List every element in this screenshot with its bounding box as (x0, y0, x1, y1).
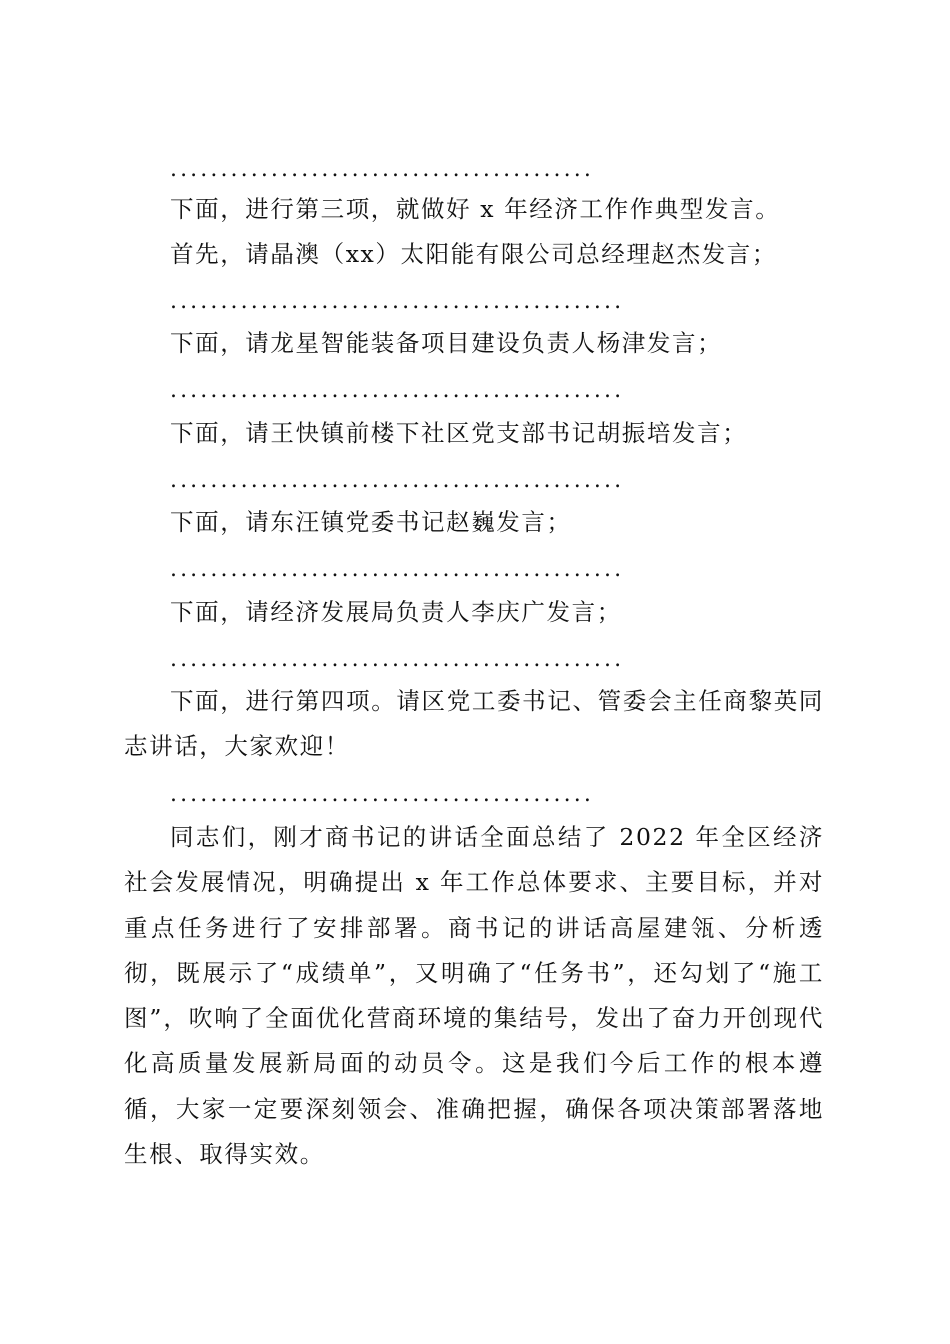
ellipsis-separator: .......................................... (170, 782, 594, 807)
speaker-4: 下面，请东汪镇党委书记赵巍发言； (170, 508, 572, 536)
item4-intro: 下面，进行第四项。请区党工委书记、管委会主任商黎英同志讲话，大家欢迎！ (124, 687, 824, 761)
ellipsis-separator: ............................................. (170, 557, 625, 582)
ellipsis-separator: .......................................... (170, 157, 594, 182)
ellipsis-separator: ............................................. (170, 468, 625, 493)
speaker-5: 下面，请经济发展局负责人李庆广发言； (170, 598, 622, 626)
item3-intro: 下面，进行第三项，就做好 x 年经济工作作典型发言。 (170, 195, 781, 223)
ellipsis-separator: ............................................. (170, 647, 625, 672)
ellipsis-separator: ............................................. (170, 289, 625, 314)
closing-paragraph: 同志们，刚才商书记的讲话全面总结了 2022 年全区经济社会发展情况，明确提出 x 年工作总体要求、主要目标，并对重点任务进行了安排部署。商书记的讲话高屋建瓴、分析透彻，既展示了“成绩单”，又明确了“任务书”，还勾划了“施工图”，吹响了全面优化营商环境的集结号，发出了奋力开创现代化高质量发展新局面的动员令。这是我们今后工作的根本遵循，大家一定要深刻领会、准确把握，确保各项决策部署落地生根、取得实效。 (124, 823, 824, 1169)
speaker-3: 下面，请王快镇前楼下社区党支部书记胡振培发言； (170, 419, 748, 447)
speaker-1: 首先，请晶澳（xx）太阳能有限公司总经理赵杰发言； (170, 240, 778, 268)
speaker-2: 下面，请龙星智能装备项目建设负责人杨津发言； (170, 329, 723, 357)
ellipsis-separator: ............................................. (170, 378, 625, 403)
